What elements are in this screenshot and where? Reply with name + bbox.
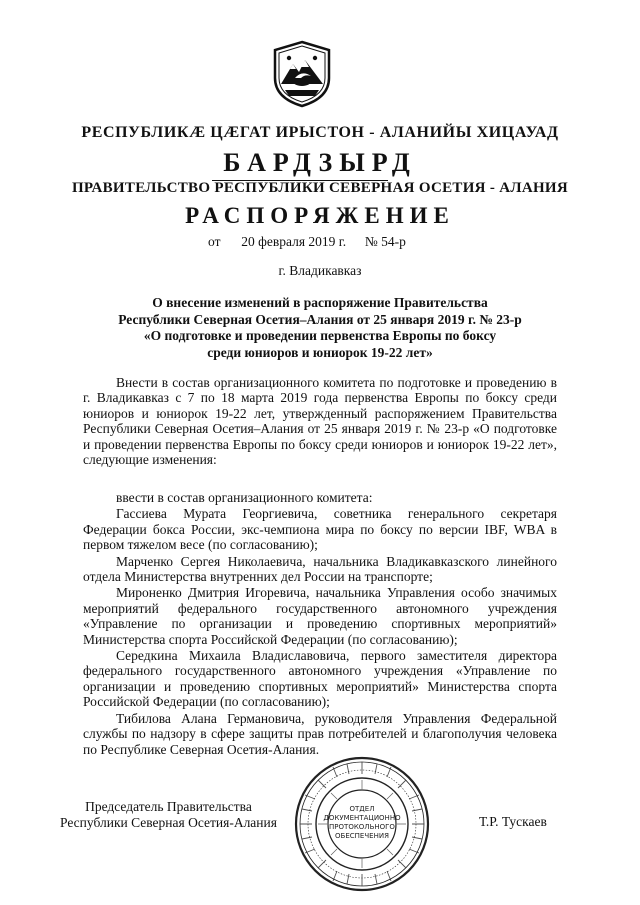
list-item: Тибилова Алана Германовича, руководителя Управления Федеральной службы по надзору в сфере защиты прав потребителей и благополучия человека по Республике Северная Осетия-Алания. (83, 710, 557, 757)
changes-section (83, 490, 557, 758)
header-republic-ossetian: РЕСПУБЛИКӔ ЦӔГАТ ИРЫСТОН - АЛАНИЙЫ ХИЦАУАД (81, 124, 559, 141)
intro-paragraph: Внести в состав организационного комитета по подготовке и проведению в г. Владикавказ с 7 по 18 марта 2019 года первенства Европы по боксу среди юниоров и юниорок 19-22 лет, утвержденный распоряжением Правительства Республики Северная Осетия–Алания от 25 января 2019 г. № 23-р «О подготовке и проведении первенства Европы по боксу среди юниоров и юниорок 19-22 лет», следующие изменения: (83, 375, 557, 468)
stamp-text-line: ОТДЕЛ (349, 805, 375, 813)
header-doc-type-russian: РАСПОРЯЖЕНИЕ (185, 203, 455, 228)
header-republic-russian: ПРАВИТЕЛЬСТВО РЕСПУБЛИКИ СЕВЕРНАЯ ОСЕТИЯ - АЛАНИЯ (71, 180, 569, 196)
document-title (80, 295, 560, 361)
signature-position-line: Председатель Правительства (85, 799, 252, 814)
stamp-text-line: ОБЕСПЕЧЕНИЯ (335, 832, 389, 840)
title-line: среди юниоров и юниорок 19-22 лет» (207, 344, 433, 360)
changes-lead: ввести в состав организационного комитета: (116, 490, 373, 505)
title-line: «О подготовке и проведении первенства Европы по боксу (143, 328, 497, 343)
list-item: Мироненко Дмитрия Игоревича, начальника Управления особо значимых мероприятий федерального государственного автономного учреждения «Управление по организации и проведению спортивных мероприятий» Министерства спорта Российской Федерации (по согласованию); (83, 585, 557, 647)
intro-section (83, 375, 557, 467)
document-number: № 54-р (364, 234, 406, 249)
title-line: О внесение изменений в распоряжение Правительства (152, 295, 488, 310)
title-line: Республики Северная Осетия–Алания от 25 января 2019 г. № 23-р (118, 311, 522, 327)
stamp-text-line: ПРОТОКОЛЬНОГО (329, 823, 395, 831)
signatory-name: Т.Р. Тускаев (479, 814, 547, 829)
stamp-text-line: ДОКУМЕНТАЦИОННО (323, 814, 401, 822)
header-doc-type-ossetian: БАРДЗЫРД (223, 148, 417, 177)
document-date: 20 февраля 2019 г. (241, 234, 347, 249)
signature-position-line: Республики Северная Осетия-Алания (60, 815, 277, 830)
document-city: г. Владикавказ (278, 263, 362, 278)
date-from-label: от (208, 234, 221, 249)
dateline (208, 234, 406, 250)
official-stamp (293, 755, 431, 893)
signature-position (60, 799, 277, 831)
list-item: Середкина Михаила Владиславовича, первого заместителя директора федерального государственного автономного учреждения «Управление по организации и проведению спортивных мероприятий» Министерства спорта Российской Федерации (по согласованию); (83, 648, 557, 710)
coat-of-arms-emblem (271, 40, 333, 108)
list-item: Марченко Сергея Николаевича, начальника Владикавказского линейного отдела Министерства внутренних дел России на транспорте; (83, 553, 557, 585)
list-item: Гассиева Мурата Георгиевича, советника генерального секретаря Федерации бокса России, экс-чемпиона мира по боксу по версии IBF, WBA в первом тяжелом весе (по согласованию); (83, 506, 557, 553)
